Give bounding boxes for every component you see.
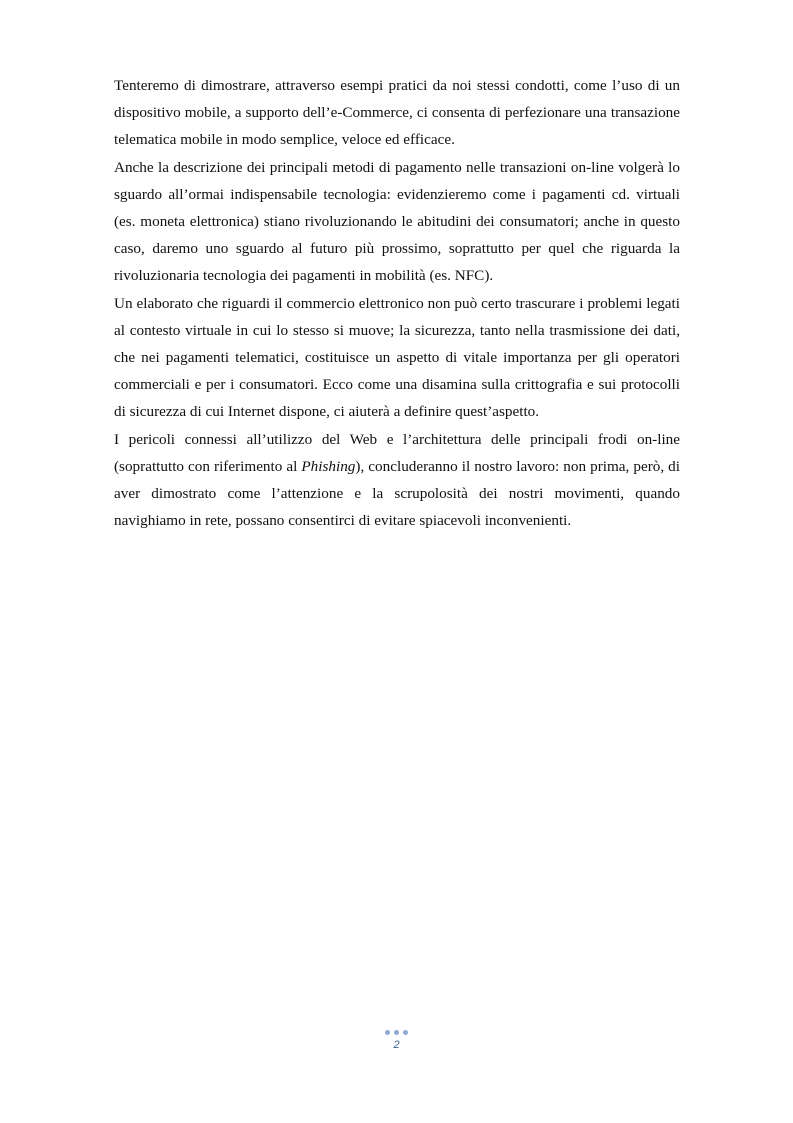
document-body bbox=[114, 72, 680, 534]
paragraph-payment-methods: Anche la descrizione dei principali metodi di pagamento nelle transazioni on-line volgerà lo sguardo all’ormai indispensabile tecnologia: evidenzieremo come i pagamenti cd. virtuali (es. moneta elettronica) stiano rivoluzionando le abitudini dei consumatori; anche in questo caso, daremo uno sguardo al futuro più prossimo, soprattutto per quel che riguarda la rivoluzionaria tecnologia dei pagamenti in mobilità (es. NFC). bbox=[114, 158, 680, 285]
phishing-term: Phishing bbox=[301, 457, 356, 475]
footer-dot-icon bbox=[403, 1030, 408, 1035]
paragraph-web-risks-before: I pericoli connessi all’utilizzo del Web e l’architettura delle principali frodi on-line (soprattutto con riferimento al bbox=[114, 430, 680, 475]
paragraph-web-risks bbox=[114, 426, 680, 535]
footer-dots-ornament bbox=[0, 1030, 793, 1037]
paragraph-security: Un elaborato che riguardi il commercio elettronico non può certo trascurare i problemi legati al contesto virtuale in cui lo stesso si muove; la sicurezza, tanto nella trasmissione dei dati, che nei pagamenti telematici, costituisce un aspetto di vitale importanza per gli operatori commerciali e per i consumatori. Ecco come una disamina sulla crittografia e sui protocolli di sicurezza di cui Internet dispone, ci aiuterà a definire quest’aspetto. bbox=[114, 294, 680, 421]
page-number: 2 bbox=[393, 1039, 400, 1051]
paragraph-web-risks-after: ), concluderanno il nostro lavoro: non prima, però, di aver dimostrato come l’attenzione e la scrupolosità dei nostri movimenti, quando navighiamo in rete, possano consentirci di evitare spiacevoli inconvenienti. bbox=[114, 457, 680, 530]
page-footer bbox=[0, 1030, 793, 1051]
footer-dot-icon bbox=[385, 1030, 390, 1035]
paragraph-intro: Tenteremo di dimostrare, attraverso esempi pratici da noi stessi condotti, come l’uso di un dispositivo mobile, a supporto dell’e-Commerce, ci consenta di perfezionare una transazione telematica mobile in modo semplice, veloce ed efficace. bbox=[114, 77, 680, 149]
footer-dot-icon bbox=[394, 1030, 399, 1035]
